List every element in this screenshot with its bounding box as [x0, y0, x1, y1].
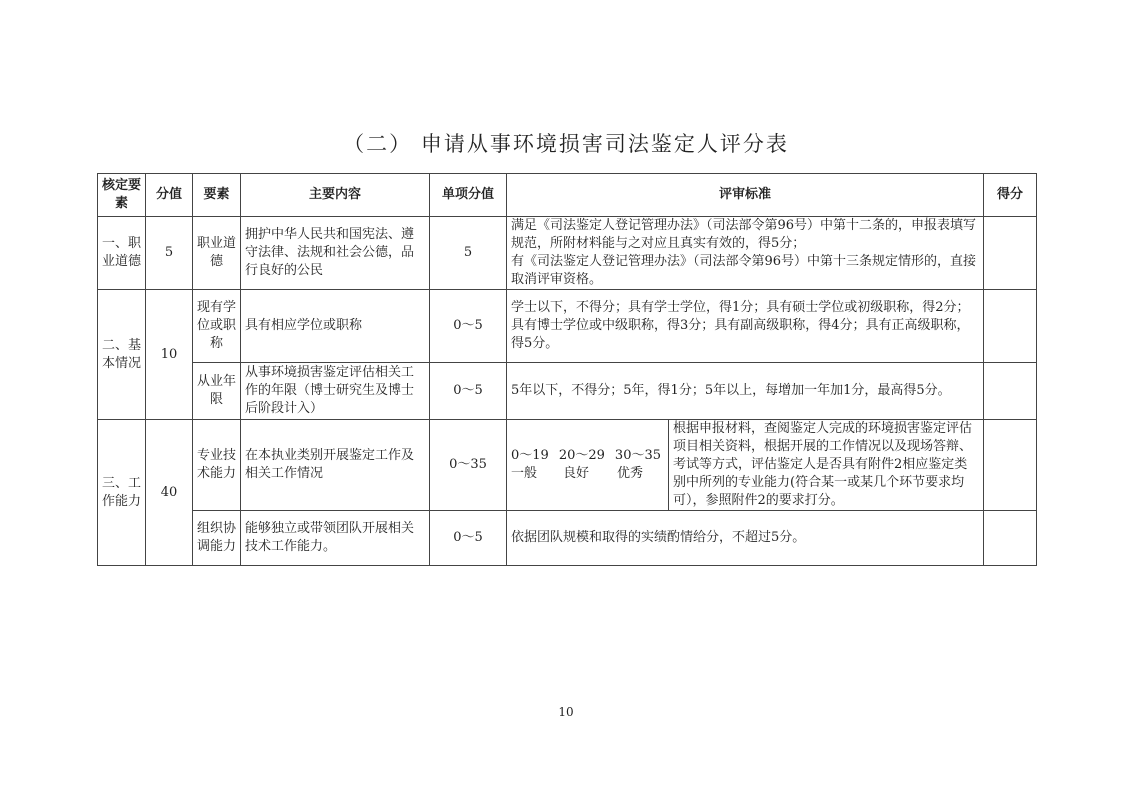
table-row-degree: [98, 290, 1037, 363]
group-basic: 二、基本情况: [98, 290, 146, 420]
scoring-table: [97, 173, 1037, 566]
criteria-degree: 学士以下，不得分；具有学士学位，得1分；具有硕士学位或初级职称，得2分；具有博士学位或中级职称，得3分；具有副高级职称，得4分；具有正高级职称，得5分。: [507, 290, 984, 363]
table-row-skill: [98, 420, 1037, 511]
header-element: 要素: [193, 174, 241, 217]
grade-label: 良好: [563, 466, 590, 481]
content-years: 从事环境损害鉴定评估相关工作的年限（博士研究生及博士后阶段计入）: [241, 363, 430, 420]
group-work: 三、工作能力: [98, 420, 146, 566]
grade-range: 0～19: [511, 448, 549, 463]
criteria-years: 5年以下，不得分；5年，得1分；5年以上，每增加一年加1分，最高得5分。: [507, 363, 984, 420]
item-score-years: 0～5: [430, 363, 507, 420]
obtained-years[interactable]: [984, 363, 1037, 420]
element-skill: 专业技术能力: [193, 420, 241, 511]
item-score-skill: 0～35: [430, 420, 507, 511]
element-degree: 现有学位或职称: [193, 290, 241, 363]
header-factor: 核定要素: [98, 174, 146, 217]
header-item-score: 单项分值: [430, 174, 507, 217]
content-degree: 具有相应学位或职称: [241, 290, 430, 363]
item-score-team: 0～5: [430, 511, 507, 566]
content-ethics: 拥护中华人民共和国宪法、遵守法律、法规和社会公德，品行良好的公民: [241, 217, 430, 290]
page-number: 10: [558, 705, 574, 719]
grade-ranges: [511, 447, 664, 465]
element-years: 从业年限: [193, 363, 241, 420]
page-title: （二） 申请从事环境损害司法鉴定人评分表: [343, 132, 789, 156]
header-content: 主要内容: [241, 174, 430, 217]
table-row-years: [98, 363, 1037, 420]
grade-labels: [511, 465, 664, 483]
table-row-team: [98, 511, 1037, 566]
criteria-team: 依据团队规模和取得的实绩酌情给分，不超过5分。: [507, 511, 984, 566]
grade-label: 优秀: [617, 466, 644, 481]
obtained-skill[interactable]: [984, 420, 1037, 511]
element-team: 组织协调能力: [193, 511, 241, 566]
obtained-team[interactable]: [984, 511, 1037, 566]
criteria-ethics: [507, 217, 984, 290]
group-ethics: 一、职业道德: [98, 217, 146, 290]
score-ethics: 5: [146, 217, 193, 290]
criteria-skill: 根据申报材料，查阅鉴定人完成的环境损害鉴定评估项目相关资料，根据开展的工作情况以及现场答辩、考试等方式，评估鉴定人是否具有附件2相应鉴定类别中所列的专业能力(符合某一或某几个环节要求均可），参照附件2的要求打分。: [669, 420, 984, 511]
header-score: 分值: [146, 174, 193, 217]
score-work: 40: [146, 420, 193, 566]
grade-label: 一般: [511, 466, 538, 481]
header-row: [98, 174, 1037, 217]
criteria-ethics-1: 满足《司法鉴定人登记管理办法》（司法部令第96号）中第十二条的，申报表填写规范，所附材料能与之对应且真实有效的，得5分；: [511, 218, 977, 251]
item-score-ethics: 5: [430, 217, 507, 290]
table-row-ethics: [98, 217, 1037, 290]
score-basic: 10: [146, 290, 193, 420]
criteria-ethics-2: 有《司法鉴定人登记管理办法》（司法部令第96号）中第十三条规定情形的，直接取消评审资格。: [511, 254, 977, 287]
obtained-degree[interactable]: [984, 290, 1037, 363]
content-skill: 在本执业类别开展鉴定工作及相关工作情况: [241, 420, 430, 511]
grade-range: 30～35: [614, 448, 662, 463]
grade-scale: [507, 420, 669, 511]
header-criteria: 评审标准: [507, 174, 984, 217]
content-team: 能够独立或带领团队开展相关技术工作能力。: [241, 511, 430, 566]
obtained-ethics[interactable]: [984, 217, 1037, 290]
header-obtained: 得分: [984, 174, 1037, 217]
element-ethics: 职业道德: [193, 217, 241, 290]
item-score-degree: 0～5: [430, 290, 507, 363]
grade-range: 20～29: [558, 448, 605, 463]
